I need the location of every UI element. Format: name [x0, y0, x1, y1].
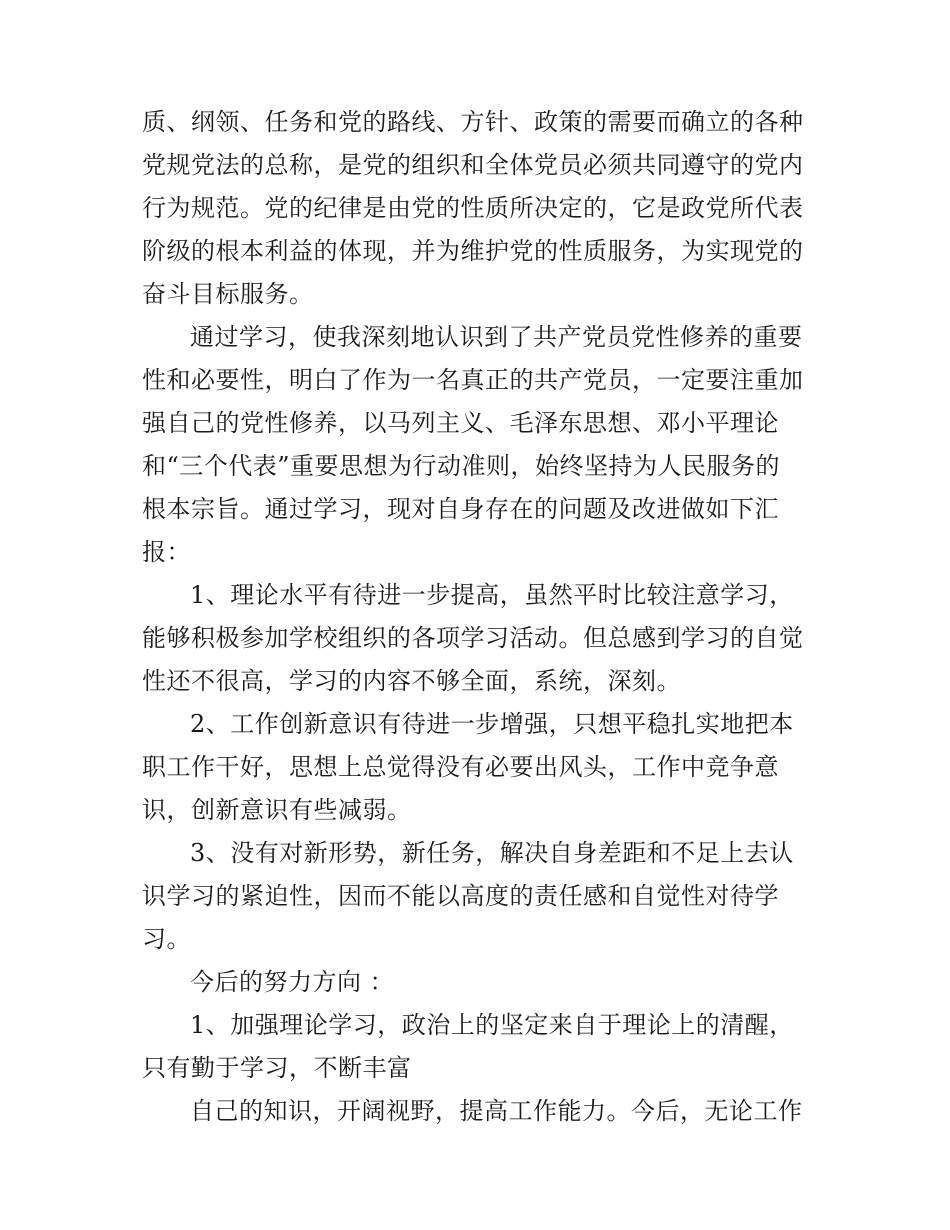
- para-problem-1: [142, 574, 822, 703]
- text-line: 习。: [142, 925, 191, 953]
- text-line: 1、加强理论学习，政治上的坚定来自于理论上的清醒，: [190, 1011, 794, 1039]
- para-problem-3: [142, 832, 822, 961]
- text-line: 性还不很高，学习的内容不够全面，系统，深刻。: [142, 667, 681, 695]
- text-line: 行为规范。党的纪律是由党的性质所决定的，它是政党所代表: [142, 194, 804, 222]
- text-line: 1、理论水平有待进一步提高，虽然平时比较注意学习，: [190, 581, 794, 609]
- document-body: [142, 101, 822, 1133]
- para-study-realization: [142, 316, 822, 574]
- text-line: 阶级的根本利益的体现，并为维护党的性质服务，为实现党的: [142, 237, 804, 265]
- text-line: 只有勤于学习，不断丰富: [142, 1054, 412, 1082]
- text-line: 职工作干好，思想上总觉得没有必要出风头，工作中竞争意: [142, 753, 779, 781]
- text-line: 奋斗目标服务。: [142, 280, 314, 308]
- text-line: 识，创新意识有些减弱。: [142, 796, 412, 824]
- text-line: 3、没有对新形势，新任务，解决自身差距和不足上去认: [190, 839, 794, 867]
- text-line: 性和必要性，明白了作为一名真正的共产党员，一定要注重加: [142, 366, 804, 394]
- text-line: 通过学习，使我深刻地认识到了共产党员党性修养的重要: [190, 323, 803, 351]
- text-line: 强自己的党性修养，以马列主义、毛泽东思想、邓小平理论: [142, 409, 779, 437]
- text-line: 报：: [142, 538, 191, 566]
- text-line: 识学习的紧迫性，因而不能以高度的责任感和自觉性对待学: [142, 882, 779, 910]
- para-future-heading: [142, 961, 822, 1004]
- text-line: 2、工作创新意识有待进一步增强，只想平稳扎实地把本: [190, 710, 794, 738]
- text-line: 能够积极参加学校组织的各项学习活动。但总感到学习的自觉: [142, 624, 804, 652]
- text-line: 今后的努力方向 ：: [190, 968, 395, 996]
- text-line: 和“三个代表”重要思想为行动准则，始终坚持为人民服务的: [142, 452, 781, 480]
- text-line: 自己的知识，开阔视野，提高工作能力。今后，无论工作: [190, 1097, 803, 1125]
- para-future-1: [142, 1004, 822, 1090]
- text-line: 党规党法的总称，是党的组织和全体党员必须共同遵守的党内: [142, 151, 804, 179]
- text-line: 根本宗旨。通过学习，现对自身存在的问题及改进做如下汇: [142, 495, 779, 523]
- para-discipline-definition: [142, 101, 822, 316]
- para-problem-2: [142, 703, 822, 832]
- text-line: 质、纲领、任务和党的路线、方针、政策的需要而确立的各种: [142, 108, 804, 136]
- para-future-1-cont: [142, 1090, 822, 1133]
